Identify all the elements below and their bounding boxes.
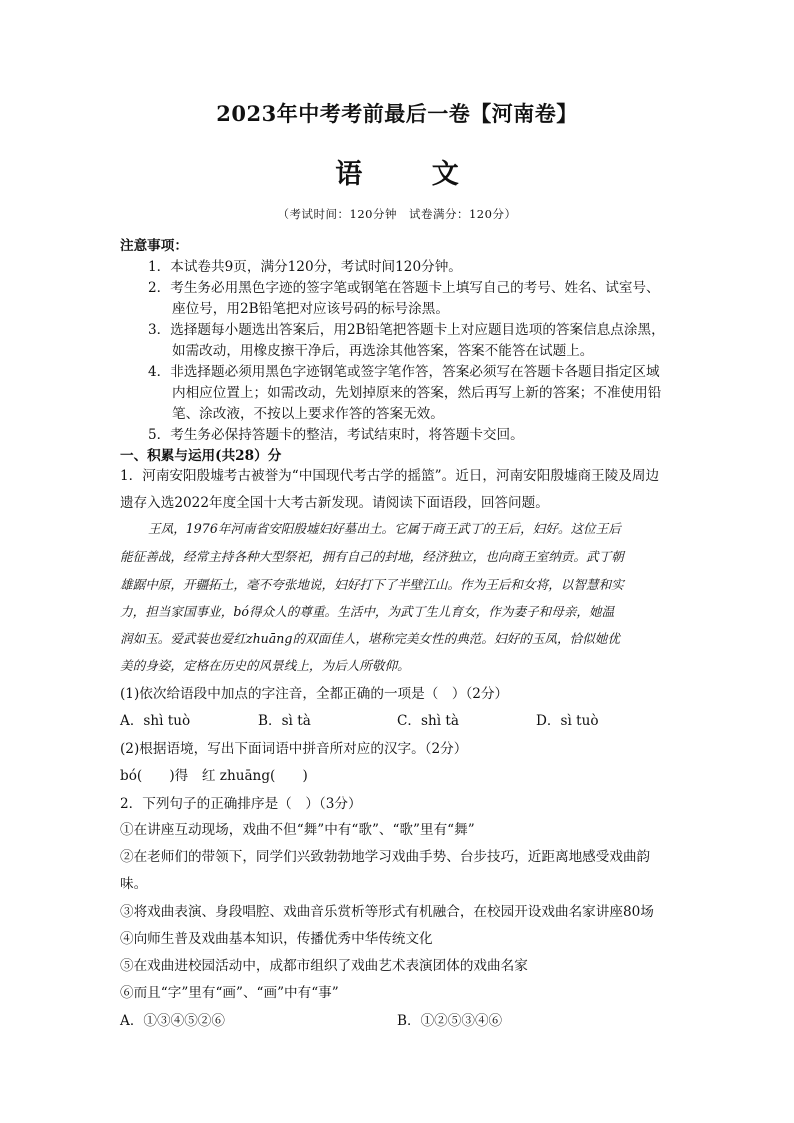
option-b: B．①②⑤③④⑥ [397, 1013, 503, 1029]
passage-line: 力，担当家国事业，bó得众人的尊重。生活中，为武丁生儿育女，作为妻子和母亲，她温 [120, 604, 615, 619]
question-1-sub2: (2)根据语境，写出下面词语中拼音所对应的汉字。（2分） [120, 741, 468, 757]
sentence-item: ③将戏曲表演、身段唱腔、戏曲音乐赏析等形式有机融合，在校园开设戏曲名家讲座80场 [120, 904, 654, 920]
passage-line: 王凤，1976年河南省安阳殷墟妇好墓出土。它属于商王武丁的王后，妇好。这位王后 [148, 521, 621, 536]
sentence-item: ①在讲座互动现场，戏曲不但“舞”中有“歌”、“歌”里有“舞” [120, 822, 475, 838]
exam-info: （考试时间：120分钟 试卷满分：120分） [277, 207, 517, 221]
note-item: 4．非选择题必须用黑色字迹钢笔或签字笔作答，答案必须写在答题卡各题目指定区域 [148, 364, 660, 380]
note-item: 5．考生务必保持答题卡的整洁，考试结束时，将答题卡交回。 [148, 427, 524, 443]
sentence-item: ⑤在戏曲进校园活动中，成都市组织了戏曲艺术表演团体的戏曲名家 [120, 958, 528, 974]
fill-blanks: bó( )得 红 zhuāng( ) [120, 768, 308, 784]
note-item: 2．考生务必用黑色字迹的签字笔或钢笔在答题卡上填写自己的考号、姓名、试室号、 [148, 280, 660, 296]
notes-heading: 注意事项： [120, 238, 188, 254]
note-item: 座位号，用2B铅笔把对应该号码的标号涂黑。 [172, 301, 449, 317]
option-a: A．shì tuò [120, 713, 191, 729]
subject-title: 语 文 [335, 159, 489, 190]
question-1-sub1: (1)依次给语段中加点的字注音，全都正确的一项是（ ）（2分） [120, 686, 509, 702]
passage-line: 能征善战，经常主持各种大型祭祀，拥有自己的封地，经济独立，也向商王室纳贡。武丁朝 [120, 549, 624, 564]
option-d: D．sì tuò [536, 713, 599, 729]
note-item: 笔、涂改液，不按以上要求作答的答案无效。 [172, 406, 444, 422]
passage-line: 美的身姿，定格在历史的风景线上，为后人所敬仰。 [120, 658, 410, 673]
question-1-stem: 1．河南安阳殷墟考古被誉为“中国现代考古学的摇篮”。近日，河南安阳殷墟商王陵及周边 [120, 468, 660, 484]
section-heading: 一、积累与运用(共28）分 [120, 448, 282, 464]
passage-line: 雄踞中原，开疆拓土，毫不夸张地说，妇好打下了半壁江山。作为王后和女将，以智慧和实 [120, 577, 624, 592]
exam-title: 2023年中考考前最后一卷【河南卷】 [216, 101, 578, 126]
passage-line: 润如玉。爱武装也爱红zhuāng的双面佳人，堪称完美女性的典范。妇好的玉凤，恰似她优 [120, 631, 620, 646]
sentence-item: ④向师生普及戏曲基本知识，传播优秀中华传统文化 [120, 931, 433, 947]
option-a: A．①③④⑤②⑥ [120, 1013, 225, 1029]
note-item: 3．选择题每小题选出答案后，用2B铅笔把答题卡上对应题目选项的答案信息点涂黑， [148, 322, 665, 338]
note-item: 1．本试卷共9页，满分120分，考试时间120分钟。 [148, 259, 462, 275]
sentence-item: ②在老师们的带领下，同学们兴致勃勃地学习戏曲手势、台步技巧，近距离地感受戏曲韵 [120, 849, 651, 865]
note-item: 如需改动，用橡皮擦干净后，再选涂其他答案，答案不能答在试题上。 [172, 343, 594, 359]
sentence-item: 味。 [120, 876, 148, 892]
question-2-stem: 2．下列句子的正确排序是（ ）（3分） [120, 796, 362, 812]
option-b: B．sì tà [258, 713, 311, 729]
option-c: C．shì tà [397, 713, 459, 729]
sentence-item: ⑥而且“字”里有“画”、“画”中有“事” [120, 985, 339, 1001]
note-item: 内相应位置上；如需改动，先划掉原来的答案，然后再写上新的答案；不准使用铅 [172, 385, 662, 401]
question-1-stem: 遗存入选2022年度全国十大考古新发现。请阅读下面语段，回答问题。 [120, 495, 549, 511]
